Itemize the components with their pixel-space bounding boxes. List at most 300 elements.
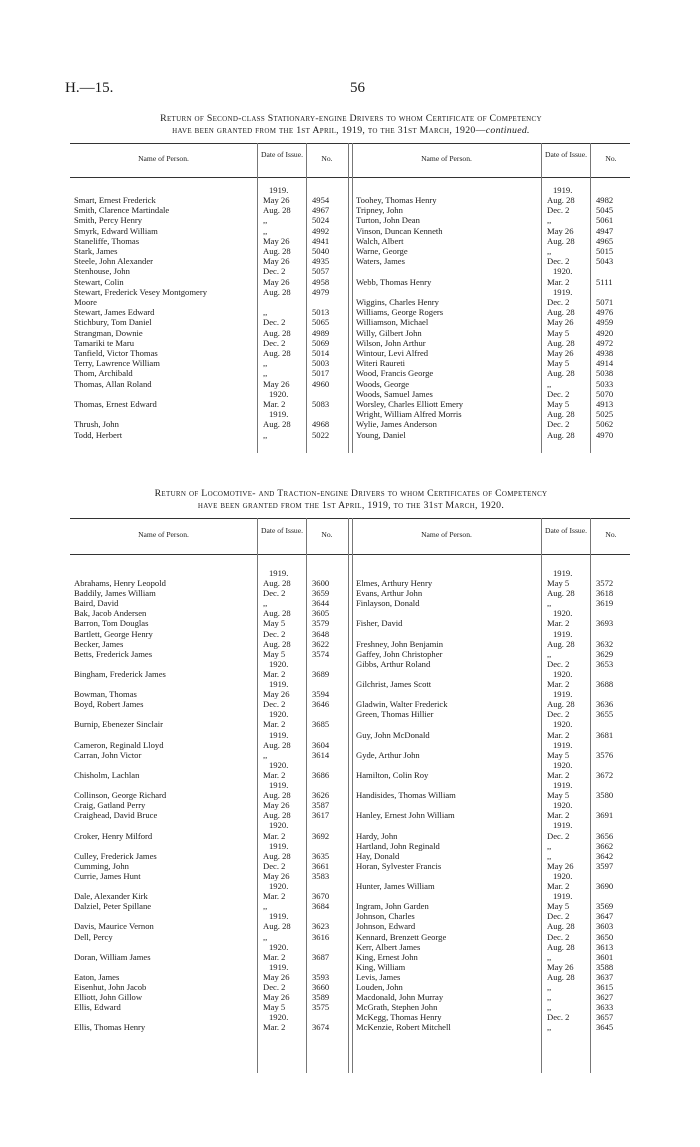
- issue-date: May 26: [547, 225, 574, 236]
- person-name: Hay, Donald: [356, 850, 400, 861]
- person-name: Betts, Frederick James: [74, 648, 153, 659]
- table-row: [352, 659, 630, 669]
- person-name: Dell, Percy: [74, 931, 113, 942]
- table-row: [70, 699, 348, 709]
- certificate-number: 3642: [596, 850, 614, 861]
- document-reference: H.—15.: [65, 80, 114, 96]
- year-label: 1920.: [269, 881, 289, 891]
- column-divider: [348, 143, 349, 453]
- person-name: Evans, Arthur John: [356, 588, 423, 599]
- person-name: Thom, Archibald: [74, 368, 133, 379]
- person-name: Kerr, Albert James: [356, 941, 421, 952]
- certificate-number: 3657: [596, 1012, 614, 1023]
- table-row: [352, 669, 630, 679]
- person-name: Bak, Jacob Andersen: [74, 608, 147, 619]
- issue-date: Mar. 2: [547, 881, 570, 891]
- issue-date: Mar. 2: [263, 719, 286, 730]
- certificate-number: 3604: [312, 739, 330, 750]
- person-name: Stewart, Frederick Vesey Montgomery: [74, 286, 208, 297]
- table-row: [70, 719, 348, 729]
- table-row: [352, 588, 630, 598]
- certificate-number: 3617: [312, 810, 330, 821]
- year-label: 1920.: [553, 759, 573, 770]
- issue-date: Aug. 28: [263, 921, 291, 932]
- table-row: [70, 962, 348, 972]
- table-row: [352, 639, 630, 649]
- certificate-number: 3662: [596, 840, 614, 851]
- person-name: Steele, John Alexander: [74, 256, 153, 267]
- table-top-rule: [70, 518, 630, 519]
- issue-date: Mar. 2: [547, 769, 570, 780]
- certificate-number: 5033: [596, 378, 614, 389]
- table-row: [352, 851, 630, 861]
- issue-date: ,,: [547, 951, 552, 962]
- issue-date: Dec. 2: [547, 388, 570, 399]
- table-row: [352, 760, 630, 770]
- person-name: Toohey, Thomas Henry: [356, 195, 437, 205]
- issue-date: Aug. 28: [263, 850, 291, 861]
- issue-date: May 5: [547, 749, 570, 760]
- certificate-number: 3614: [312, 749, 330, 760]
- table-row: [352, 348, 630, 358]
- table-row: [70, 942, 348, 952]
- issue-date: ,,: [547, 1022, 552, 1033]
- issue-date: May 26: [263, 378, 290, 389]
- certificate-number: 3656: [596, 830, 614, 841]
- table-row: [70, 578, 348, 588]
- certificate-number: 3653: [596, 658, 614, 669]
- person-name: Handisides, Thomas William: [356, 790, 456, 801]
- year-label: 1920.: [269, 709, 289, 720]
- certificate-number: 3580: [596, 790, 614, 801]
- person-name: Hartland, John Reginald: [356, 840, 440, 851]
- year-label: 1920.: [553, 266, 573, 277]
- col-header-name: Name of Person.: [421, 154, 472, 163]
- certificate-number: 4941: [312, 235, 330, 246]
- person-name: Doran, William James: [74, 951, 151, 962]
- table-row: [352, 246, 630, 256]
- person-name: Johnson, Charles: [356, 911, 415, 922]
- table2-title-line2: have been granted from the 1st April, 1919, to the 31st March, 1920.: [197, 500, 505, 511]
- person-name: Stichbury, Tom Daniel: [74, 317, 152, 328]
- table-row: [70, 205, 348, 215]
- person-name: Webb, Thomas Henry: [356, 276, 432, 287]
- certificate-number: 3576: [596, 749, 614, 760]
- issue-date: Aug. 28: [547, 588, 575, 599]
- certificate-number: 5062: [596, 419, 614, 430]
- certificate-number: 3600: [312, 578, 330, 588]
- person-name: Eisenhut, John Jacob: [74, 982, 147, 992]
- table-row: [70, 921, 348, 931]
- person-name: Hardy, John: [356, 830, 398, 841]
- issue-date: May 26: [263, 992, 290, 1003]
- person-name: Woods, George: [356, 378, 410, 389]
- table-row: [352, 810, 630, 820]
- certificate-number: 3644: [312, 598, 330, 609]
- table-row: [70, 982, 348, 992]
- certificate-number: 3616: [312, 931, 330, 942]
- table-row: [70, 379, 348, 389]
- person-name: Eaton, James: [74, 971, 120, 982]
- table-row: [70, 841, 348, 851]
- certificate-number: 3626: [312, 790, 330, 801]
- issue-date: Aug. 28: [547, 699, 575, 710]
- table2-title-line1: Return of Locomotive- and Traction-engine Drivers to whom Certificates of Competency: [154, 488, 548, 499]
- issue-date: Aug. 28: [547, 409, 575, 420]
- table-row: [352, 750, 630, 760]
- issue-date: ,,: [547, 215, 552, 226]
- person-name: Thomas, Ernest Edward: [74, 399, 157, 409]
- person-name: Warne, George: [356, 246, 408, 256]
- year-label: 1919.: [553, 780, 573, 790]
- table-row: [352, 911, 630, 921]
- person-name: Wylie, James Anderson: [356, 419, 437, 430]
- year-label: 1920.: [553, 608, 573, 619]
- person-name: Todd, Herbert: [74, 429, 123, 440]
- table-row: [352, 1002, 630, 1012]
- certificate-number: 3632: [596, 638, 614, 649]
- table-row: [352, 820, 630, 830]
- issue-date: ,,: [263, 901, 268, 912]
- issue-date: Aug. 28: [263, 348, 291, 358]
- person-name: Hunter, James William: [356, 881, 435, 891]
- person-name: Thomas, Allan Roland: [74, 378, 152, 389]
- issue-date: ,,: [263, 429, 268, 440]
- table-row: [352, 982, 630, 992]
- person-name: Chisholm, Lachlan: [74, 769, 140, 780]
- year-label: 1920.: [269, 658, 289, 669]
- issue-date: ,,: [263, 368, 268, 379]
- certificate-number: 3681: [596, 729, 614, 740]
- certificate-number: 5069: [312, 337, 330, 348]
- issue-date: Aug. 28: [547, 971, 575, 982]
- table-row: [352, 932, 630, 942]
- table-row: [70, 195, 348, 205]
- issue-date: May 26: [547, 317, 574, 328]
- certificate-number: 4938: [596, 348, 614, 358]
- person-name: Thrush, John: [74, 419, 119, 430]
- certificate-number: 4935: [312, 256, 330, 267]
- person-name: Abrahams, Henry Leopold: [74, 578, 166, 588]
- table-row: [70, 689, 348, 699]
- person-name: Willy, Gilbert John: [356, 327, 422, 338]
- table-row: [70, 256, 348, 266]
- certificate-number: 4947: [596, 225, 614, 236]
- person-name: Baird, David: [74, 598, 119, 609]
- table-row: [70, 399, 348, 409]
- person-name: Turton, John Dean: [356, 215, 420, 226]
- person-name: Ellis, Thomas Henry: [74, 1022, 146, 1033]
- person-name: Gaffey, John Christopher: [356, 648, 443, 659]
- certificate-number: 3623: [312, 921, 330, 932]
- table2: [70, 518, 630, 1073]
- table-row: [70, 246, 348, 256]
- issue-date: ,,: [547, 378, 552, 389]
- person-name: Freshney, John Benjamin: [356, 638, 444, 649]
- issue-date: May 26: [547, 961, 574, 972]
- certificate-number: 3647: [596, 911, 614, 922]
- certificate-number: 4982: [596, 195, 614, 205]
- issue-date: Dec. 2: [547, 419, 570, 430]
- table-row: [70, 740, 348, 750]
- issue-date: May 5: [263, 1002, 286, 1013]
- table-row: [70, 338, 348, 348]
- issue-date: Mar. 2: [263, 951, 286, 962]
- person-name: Terry, Lawrence William: [74, 358, 160, 369]
- issue-date: ,,: [547, 850, 552, 861]
- person-name: Horan, Sylvester Francis: [356, 860, 442, 871]
- table-row: [70, 952, 348, 962]
- person-name: Wilson, John Arthur: [356, 337, 426, 348]
- person-name: Dalziel, Peter Spillane: [74, 901, 152, 912]
- issue-date: Aug. 28: [547, 921, 575, 932]
- table-row: [70, 608, 348, 618]
- col-header-date: Date of Issue.: [261, 526, 303, 535]
- year-label: 1919.: [269, 780, 289, 790]
- certificate-number: 5015: [596, 246, 614, 256]
- certificate-number: 5014: [312, 348, 330, 358]
- table-row: [352, 800, 630, 810]
- certificate-number: 3690: [596, 881, 614, 891]
- table-row: [352, 649, 630, 659]
- certificate-number: 5013: [312, 307, 330, 318]
- col-header-name: Name of Person.: [138, 154, 189, 163]
- year-label: 1919.: [553, 689, 573, 700]
- issue-date: ,,: [263, 931, 268, 942]
- table-row: [352, 861, 630, 871]
- table-row: [352, 598, 630, 608]
- certificate-number: 3615: [596, 982, 614, 992]
- year-label: 1919.: [269, 409, 289, 420]
- issue-date: Mar. 2: [263, 399, 286, 409]
- year-label: 1920.: [269, 1012, 289, 1023]
- certificate-number: 4913: [596, 399, 614, 409]
- person-name: Croker, Henry Milford: [74, 830, 153, 841]
- certificate-number: 5040: [312, 246, 330, 256]
- person-name: McGrath, Stephen John: [356, 1002, 438, 1013]
- issue-date: ,,: [547, 992, 552, 1003]
- certificate-number: 3689: [312, 668, 330, 679]
- table-row: [352, 236, 630, 246]
- table-row: [352, 891, 630, 901]
- issue-date: Aug. 28: [263, 810, 291, 821]
- person-name: Tripney, John: [356, 205, 403, 216]
- table-row: [70, 901, 348, 911]
- person-name: King, William: [356, 961, 406, 972]
- table-row: [352, 1012, 630, 1022]
- person-name: Wright, William Alfred Morris: [356, 409, 462, 420]
- table-row: [352, 215, 630, 225]
- person-name: Elliott, John Gillow: [74, 992, 143, 1003]
- year-label: 1920.: [553, 870, 573, 881]
- person-name: Barron, Tom Douglas: [74, 618, 149, 629]
- person-name: Stark, James: [74, 246, 118, 256]
- certificate-number: 3686: [312, 769, 330, 780]
- person-name: Fisher, David: [356, 618, 403, 629]
- certificate-number: 3575: [312, 1002, 330, 1013]
- issue-date: May 5: [263, 648, 286, 659]
- person-name: Boyd, Robert James: [74, 699, 144, 710]
- issue-date: Aug. 28: [547, 941, 575, 952]
- certificate-number: 3601: [596, 951, 614, 962]
- table-row: [70, 226, 348, 236]
- table-row: [70, 307, 348, 317]
- table-row: [70, 317, 348, 327]
- table-row: [70, 649, 348, 659]
- issue-date: Dec. 2: [547, 709, 570, 720]
- person-name: Ellis, Edward: [74, 1002, 121, 1013]
- issue-date: Mar. 2: [547, 618, 570, 629]
- certificate-number: 3619: [596, 598, 614, 609]
- certificate-number: 5070: [596, 388, 614, 399]
- issue-date: Mar. 2: [263, 830, 286, 841]
- person-name: Woods, Samuel James: [356, 388, 433, 399]
- certificate-number: 4992: [312, 225, 330, 236]
- issue-date: May 5: [263, 618, 286, 629]
- table-row: [70, 861, 348, 871]
- column-divider: [348, 518, 349, 1073]
- certificate-number: 4989: [312, 327, 330, 338]
- table-row: [70, 266, 348, 276]
- certificate-number: 5045: [596, 205, 614, 216]
- certificate-number: 3655: [596, 709, 614, 720]
- table-header-rule: [70, 177, 630, 178]
- table-row: [352, 409, 630, 419]
- person-name: Burnip, Ebenezer Sinclair: [74, 719, 164, 730]
- table-row: [352, 730, 630, 740]
- year-label: 1919.: [269, 568, 289, 578]
- issue-date: ,,: [263, 215, 268, 226]
- issue-date: Aug. 28: [263, 327, 291, 338]
- person-name: Tamariki te Maru: [74, 337, 135, 348]
- person-name: Stewart, Colin: [74, 276, 124, 287]
- table-row: [70, 851, 348, 861]
- issue-date: ,,: [263, 749, 268, 760]
- issue-date: ,,: [547, 1002, 552, 1013]
- certificate-number: 5111: [596, 276, 613, 287]
- certificate-number: 3593: [312, 971, 330, 982]
- certificate-number: 3646: [312, 699, 330, 710]
- table-row: [70, 389, 348, 399]
- table-row: [70, 992, 348, 1002]
- table-row: [352, 709, 630, 719]
- person-name: Bingham, Frederick James: [74, 668, 166, 679]
- page-number: 56: [350, 80, 365, 96]
- col-header-date: Date of Issue.: [545, 150, 587, 159]
- issue-date: May 26: [263, 689, 290, 700]
- certificate-number: 4960: [312, 378, 330, 389]
- issue-date: Dec. 2: [263, 628, 286, 639]
- certificate-number: 5083: [312, 399, 330, 409]
- certificate-number: 3692: [312, 830, 330, 841]
- table-row: [352, 962, 630, 972]
- issue-date: Aug. 28: [547, 368, 575, 379]
- table-row: [70, 419, 348, 429]
- table-row: [352, 699, 630, 709]
- col-header-no: No.: [605, 530, 617, 539]
- person-name: Smith, Percy Henry: [74, 215, 143, 226]
- table1-title-line1: Return of Second-class Stationary-engine Drivers to whom Certificate of Competency: [160, 113, 542, 124]
- issue-date: Dec. 2: [547, 297, 570, 307]
- year-label: 1919.: [553, 568, 573, 578]
- person-name: Worsley, Charles Elliott Emery: [356, 399, 464, 409]
- table-row: [70, 709, 348, 719]
- certificate-number: 5071: [596, 297, 614, 307]
- table-row: [70, 1022, 348, 1032]
- issue-date: Dec. 2: [547, 931, 570, 942]
- issue-date: Mar. 2: [263, 769, 286, 780]
- person-name: Williamson, Michael: [356, 317, 429, 328]
- person-name: Collinson, George Richard: [74, 790, 167, 801]
- issue-date: May 26: [263, 235, 290, 246]
- table-row: [70, 297, 348, 307]
- table-row: [70, 618, 348, 628]
- certificate-number: 3645: [596, 1022, 614, 1033]
- table-row: [70, 1002, 348, 1012]
- table-row: [70, 639, 348, 649]
- year-label: 1920.: [269, 759, 289, 770]
- issue-date: May 26: [263, 276, 290, 287]
- person-name: McKegg, Thomas Henry: [356, 1012, 442, 1023]
- certificate-number: 3583: [312, 870, 330, 881]
- table-row: [70, 277, 348, 287]
- table1-title-line2: have been granted from the 1st April, 1919, to the 31st March, 1920—continued.: [172, 125, 530, 136]
- person-name: Ingram, John Garden: [356, 901, 429, 912]
- table-row: [352, 942, 630, 952]
- certificate-number: 5061: [596, 215, 614, 226]
- table-row: [70, 820, 348, 830]
- issue-date: Mar. 2: [547, 679, 570, 689]
- table-row: [70, 598, 348, 608]
- issue-date: Dec. 2: [547, 205, 570, 216]
- table-row: [352, 307, 630, 317]
- table-row: [352, 608, 630, 618]
- certificate-number: 3685: [312, 719, 330, 730]
- person-name: Hamilton, Colin Roy: [356, 769, 429, 780]
- year-label: 1919.: [553, 185, 573, 195]
- issue-date: Aug. 28: [547, 337, 575, 348]
- person-name: Culley, Frederick James: [74, 850, 157, 861]
- table-row: [70, 669, 348, 679]
- issue-date: May 26: [263, 800, 290, 811]
- person-name: Macdonald, John Murray: [356, 992, 444, 1003]
- issue-date: May 26: [263, 971, 290, 982]
- issue-date: ,,: [547, 598, 552, 609]
- certificate-number: 3659: [312, 588, 330, 599]
- person-name: Elmes, Arthury Henry: [356, 578, 433, 588]
- certificate-number: 3660: [312, 982, 330, 992]
- table-row: [70, 328, 348, 338]
- issue-date: Dec. 2: [547, 256, 570, 267]
- continued-note: continued.: [485, 125, 530, 136]
- issue-date: Aug. 28: [547, 235, 575, 246]
- certificate-number: 4967: [312, 205, 330, 216]
- year-label: 1920.: [269, 941, 289, 952]
- year-label: 1919.: [269, 729, 289, 740]
- issue-date: Mar. 2: [547, 276, 570, 287]
- table-row: [352, 317, 630, 327]
- person-name: Wiggins, Charles Henry: [356, 297, 439, 307]
- table-row: [352, 287, 630, 297]
- certificate-number: 3633: [596, 1002, 614, 1013]
- issue-date: May 26: [263, 256, 290, 267]
- certificate-number: 3613: [596, 941, 614, 952]
- table-row: [70, 368, 348, 378]
- issue-date: ,,: [547, 840, 552, 851]
- certificate-number: 3622: [312, 638, 330, 649]
- person-name: Smyrk, Edward William: [74, 225, 158, 236]
- certificate-number: 3588: [596, 961, 614, 972]
